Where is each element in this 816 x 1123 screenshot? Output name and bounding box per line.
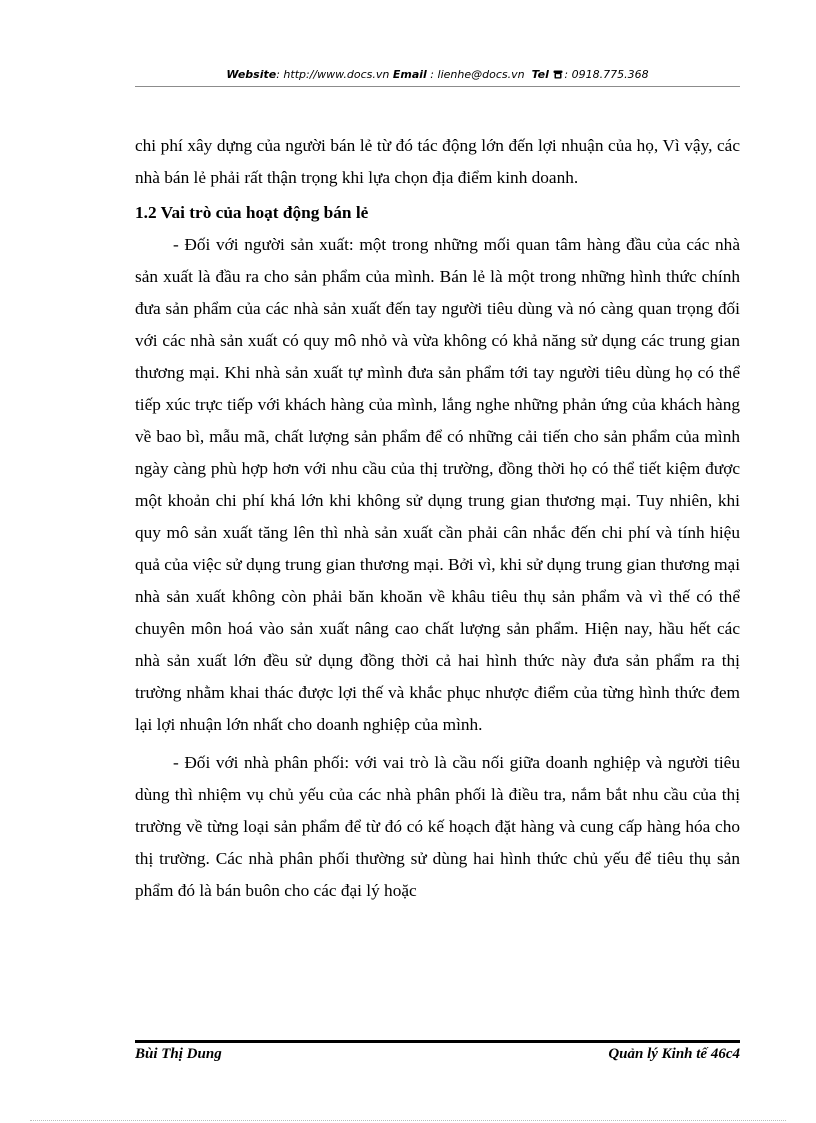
email-value: : lienhe@docs.vn (426, 68, 525, 81)
website-label: Website (226, 68, 277, 81)
paragraph-1: chi phí xây dựng của người bán lẻ từ đó tác động lớn đến lợi nhuận của họ, Vì vậy, các nhà bán lẻ phải rất thận trọng khi lựa chọn địa điểm kinh doanh. (135, 136, 740, 187)
footer-author: Bùi Thị Dung (135, 1046, 222, 1062)
website-value: : http://www.docs.vn (276, 68, 390, 81)
footer-class: Quản lý Kinh tế 46c4 (608, 1046, 740, 1062)
page-header (135, 64, 740, 87)
section-heading: 1.2 Vai trò của hoạt động bán lẻ (135, 203, 369, 222)
email-label: Email (392, 68, 427, 81)
phone-icon (553, 70, 563, 79)
page-edge-divider (30, 1120, 786, 1121)
tel-label: Tel (531, 68, 549, 81)
paragraph-3: - Đối với nhà phân phối: với vai trò là cầu nối giữa doanh nghiệp và người tiêu dùng thì nhiệm vụ chủ yếu của các nhà phân phối là điều tra, nắm bắt nhu cầu của thị trường về từng loại sản phẩm để từ đó có kế hoạch đặt hàng và cung cấp hàng hóa cho thị trường. Các nhà phân phối thường sử dùng hai hình thức chủ yếu để tiêu thụ sản phẩm đó là bán buôn cho các đại lý hoặc (135, 753, 740, 900)
document-body (135, 130, 740, 907)
paragraph-2: - Đối với người sản xuất: một trong những mối quan tâm hàng đầu của các nhà sản xuất là đầu ra cho sản phẩm của mình. Bán lẻ là một trong những hình thức chính đưa sản phẩm của các nhà sản xuất đến tay người tiêu dùng và nó càng quan trọng đối với các nhà sản xuất có quy mô nhỏ và vừa không có khả năng sử dụng các trung gian thương mại. Khi nhà sản xuất tự mình đưa sản phẩm tới tay người tiêu dùng họ có thể tiếp xúc trực tiếp với khách hàng của mình, lắng nghe những phản ứng của khách hàng về bao bì, mẫu mã, chất lượng sản phẩm để có những cải tiến cho sản phẩm của mình ngày càng phù hợp hơn với nhu cầu của thị trường, đồng thời họ có thể tiết kiệm được một khoản chi phí khá lớn khi không sử dụng trung gian thương mại. Tuy nhiên, khi quy mô sản xuất tăng lên thì nhà sản xuất cần phải cân nhắc đến chi phí và tính hiệu quả của việc sử dụng trung gian thương mại. Bởi vì, khi sử dụng trung gian thương mại nhà sản xuất không còn phải băn khoăn về khâu tiêu thụ sản phẩm và vì thế có thể chuyên môn hoá vào sản xuất nâng cao chất lượng sản phẩm. Hiện nay, hầu hết các nhà sản xuất lớn đều sử dụng đồng thời cả hai hình thức này đưa sản phẩm ra thị trường nhằm khai thác được lợi thế và khắc phục nhược điểm của từng hình thức đem lại lợi nhuận lớn nhất cho doanh nghiệp của mình. (135, 235, 740, 734)
page-footer (135, 1040, 740, 1063)
tel-value: : 0918.775.368 (564, 68, 649, 81)
